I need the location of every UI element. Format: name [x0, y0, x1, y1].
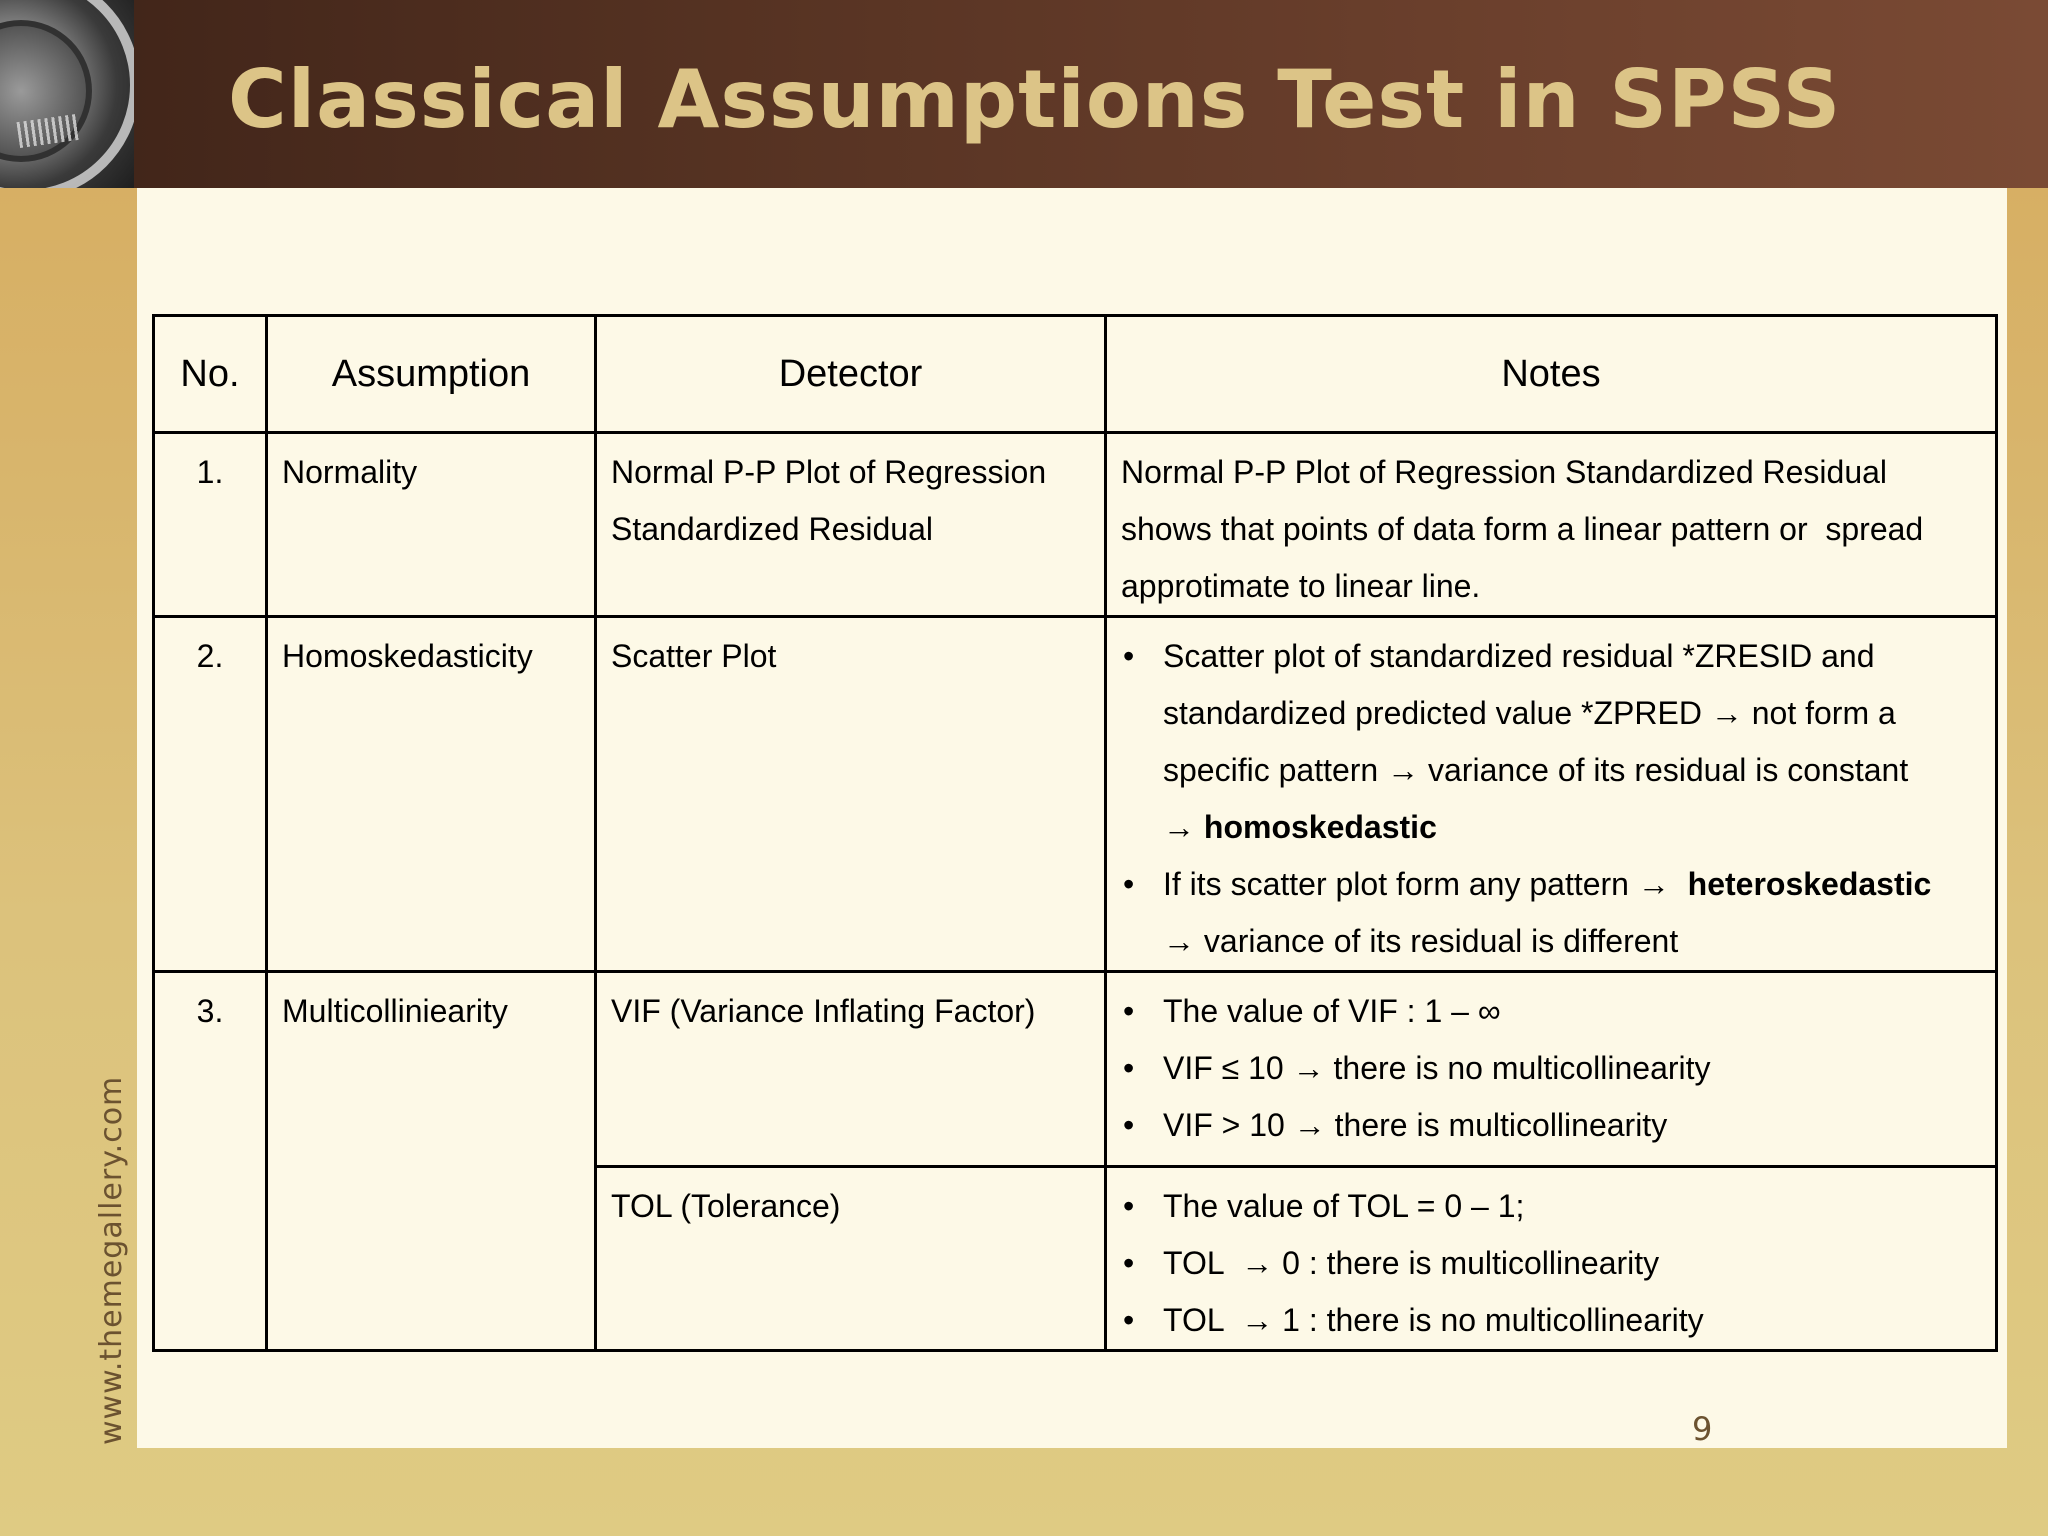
header-no: No. [154, 316, 267, 433]
row3-tol-bullet-3: • TOL → 1 : there is no multicollinearity [1121, 1292, 1981, 1349]
header-detector: Detector [596, 316, 1106, 433]
row3-notes-tol [1106, 1167, 1997, 1351]
row2-bullet-list [1121, 628, 1987, 970]
row2-b2-text: If its scatter plot form any pattern → [1163, 866, 1688, 902]
row3-detector-tol: TOL (Tolerance) [596, 1167, 1106, 1351]
row1-notes [1106, 433, 1997, 617]
row3-vif-bullet-list [1121, 983, 1981, 1154]
assumptions-table [152, 314, 1998, 1352]
table-row-homoskedasticity [154, 617, 1997, 972]
row3-vif-bullet-3: • VIF > 10 → there is multicollinearity [1121, 1097, 1981, 1154]
row2-b2-line1 [1163, 856, 1987, 913]
row3-tol-bullet-1: • The value of TOL = 0 – 1; [1121, 1178, 1981, 1235]
row3-tol-bullet-2: • TOL → 0 : there is multicollinearity [1121, 1235, 1981, 1292]
table-row-multicollinearity-vif [154, 972, 1997, 1167]
header-assumption: Assumption [267, 316, 596, 433]
row1-assumption: Normality [267, 433, 596, 617]
row2-b2-bold: heteroskedastic [1687, 866, 1932, 902]
header-photo-camera-lens [0, 0, 134, 188]
row2-b1-line2: standardized predicted value *ZPRED → not form a [1163, 695, 1896, 731]
side-url-text: www.themegallery.com [94, 1075, 129, 1445]
slide-title: Classical Assumptions Test in SPSS [228, 53, 1842, 146]
row1-note-line3: approtimate to linear line. [1121, 568, 1481, 604]
row2-b1-line3: specific pattern → variance of its residual is constant [1163, 752, 1909, 788]
row2-bullet-1 [1121, 628, 1987, 856]
header-notes: Notes [1106, 316, 1997, 433]
row3-notes-vif [1106, 972, 1997, 1167]
row1-note-line1: Normal P-P Plot of Regression Standardized Residual [1121, 454, 1888, 490]
row3-no: 3. [154, 972, 267, 1351]
page-number: 9 [1692, 1410, 1713, 1448]
row3-detector-vif: VIF (Variance Inflating Factor) [596, 972, 1106, 1167]
row2-notes [1106, 617, 1997, 972]
row2-b1-arrow: → [1163, 809, 1204, 845]
row1-no: 1. [154, 433, 267, 617]
table-row-normality [154, 433, 1997, 617]
row3-assumption: Multicolliniearity [267, 972, 596, 1351]
row3-vif-bullet-1: • The value of VIF : 1 – ∞ [1121, 983, 1981, 1040]
row1-detector [596, 433, 1106, 617]
row2-b1-bold: homoskedastic [1203, 809, 1437, 845]
row2-assumption: Homoskedasticity [267, 617, 596, 972]
row2-no: 2. [154, 617, 267, 972]
row3-tol-bullet-list [1121, 1178, 1981, 1349]
row2-b1-line1: • Scatter plot of standardized residual *ZRESID and [1163, 638, 1875, 674]
row1-detector-line1: Normal P-P Plot of Regression [611, 454, 1047, 490]
row3-vif-bullet-2: • VIF ≤ 10 → there is no multicollinearity [1121, 1040, 1981, 1097]
row2-detector: Scatter Plot [596, 617, 1106, 972]
row2-b1-line4 [1163, 799, 1987, 856]
row1-detector-line2: Standardized Residual [611, 511, 933, 547]
row2-bullet-2 [1121, 856, 1987, 970]
table-header-row [154, 316, 1997, 433]
row1-note-line2: shows that points of data form a linear pattern or spread [1121, 511, 1924, 547]
row2-b2-line2: → variance of its residual is different [1163, 923, 1679, 959]
